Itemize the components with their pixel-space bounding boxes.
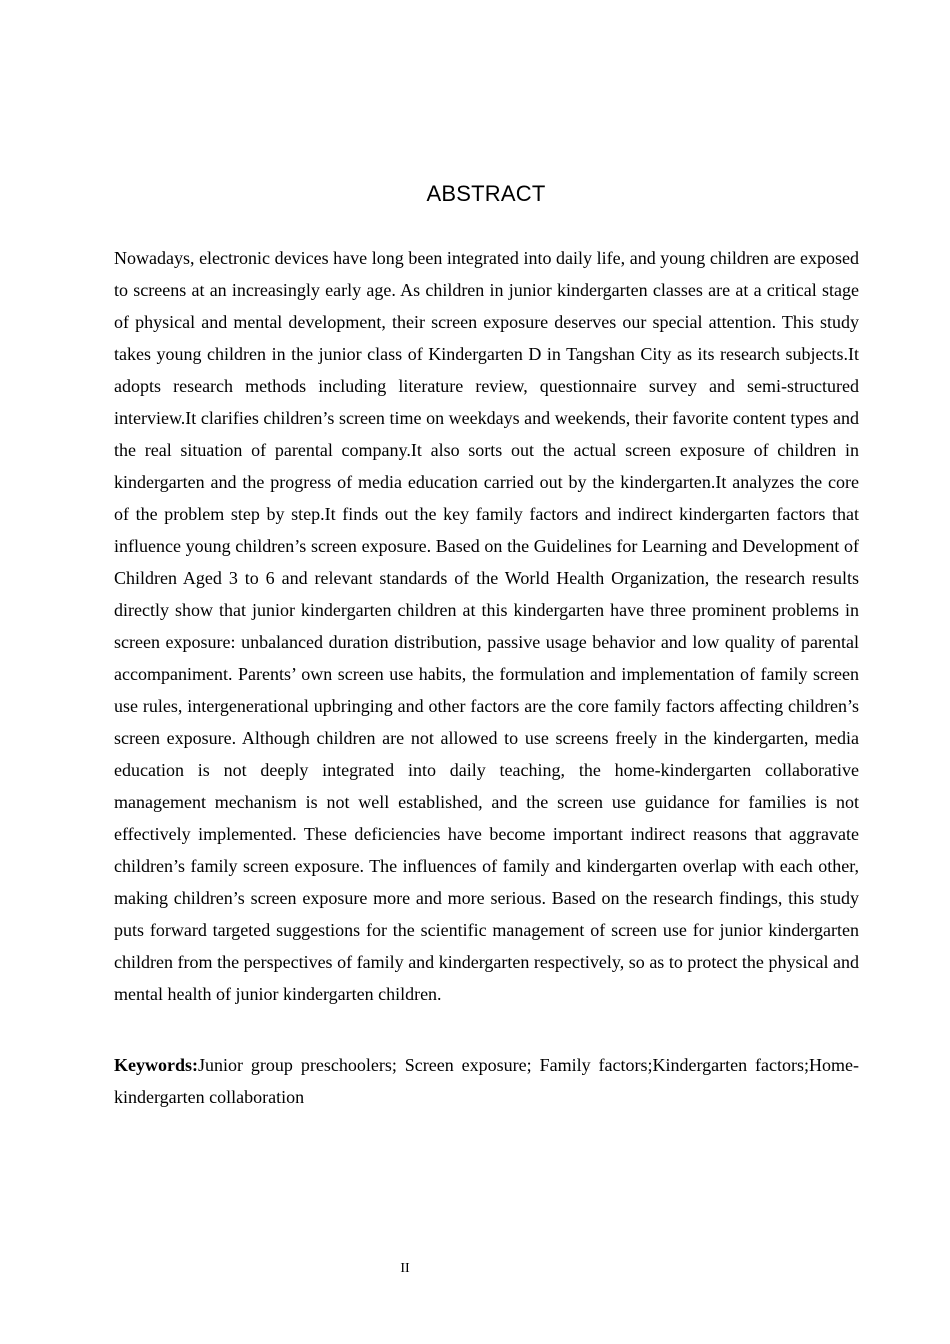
keywords-paragraph: [114, 1049, 859, 1113]
page-number: II: [400, 1261, 410, 1276]
abstract-body: Nowadays, electronic devices have long been integrated into daily life, and young children are exposed to screens at an increasingly early age. As children in junior kindergarten classes are at a critical stage of physical and mental development, their screen exposure deserves our special attention. This study takes young children in the junior class of Kindergarten D in Tangshan City as its research subjects.It adopts research methods including literature review, questionnaire survey and semi-structured interview.It clarifies children’s screen time on weekdays and weekends, their favorite content types and the real situation of parental company.It also sorts out the actual screen exposure of children in kindergarten and the progress of media education carried out by the kindergarten.It analyzes the core of the problem step by step.It finds out the key family factors and indirect kindergarten factors that influence young children’s screen exposure. Based on the Guidelines for Learning and Development of Children Aged 3 to 6 and relevant standards of the World Health Organization, the research results directly show that junior kindergarten children at this kindergarten have three prominent problems in screen exposure: unbalanced duration distribution, passive usage behavior and low quality of parental accompaniment. Parents’ own screen use habits, the formulation and implementation of family screen use rules, intergenerational upbringing and other factors are the core family factors affecting children’s screen exposure. Although children are not allowed to use screens freely in the kindergarten, media education is not deeply integrated into daily teaching, the home-kindergarten collaborative management mechanism is not well established, and the screen use guidance for families is not effectively implemented. These deficiencies have become important indirect reasons that aggravate children’s family screen exposure. The influences of family and kindergarten overlap with each other, making children’s screen exposure more and more serious. Based on the research findings, this study puts forward targeted suggestions for the scientific management of screen use for junior kindergarten children from the perspectives of family and kindergarten respectively, so as to protect the physical and mental health of junior kindergarten children.: [114, 248, 859, 1004]
keywords-label: Keywords:: [114, 1055, 198, 1075]
abstract-title: ABSTRACT: [426, 181, 546, 206]
keywords-text: Junior group preschoolers; Screen exposure; Family factors;Kindergarten factors;Home-kindergarten collaboration: [114, 1055, 859, 1107]
